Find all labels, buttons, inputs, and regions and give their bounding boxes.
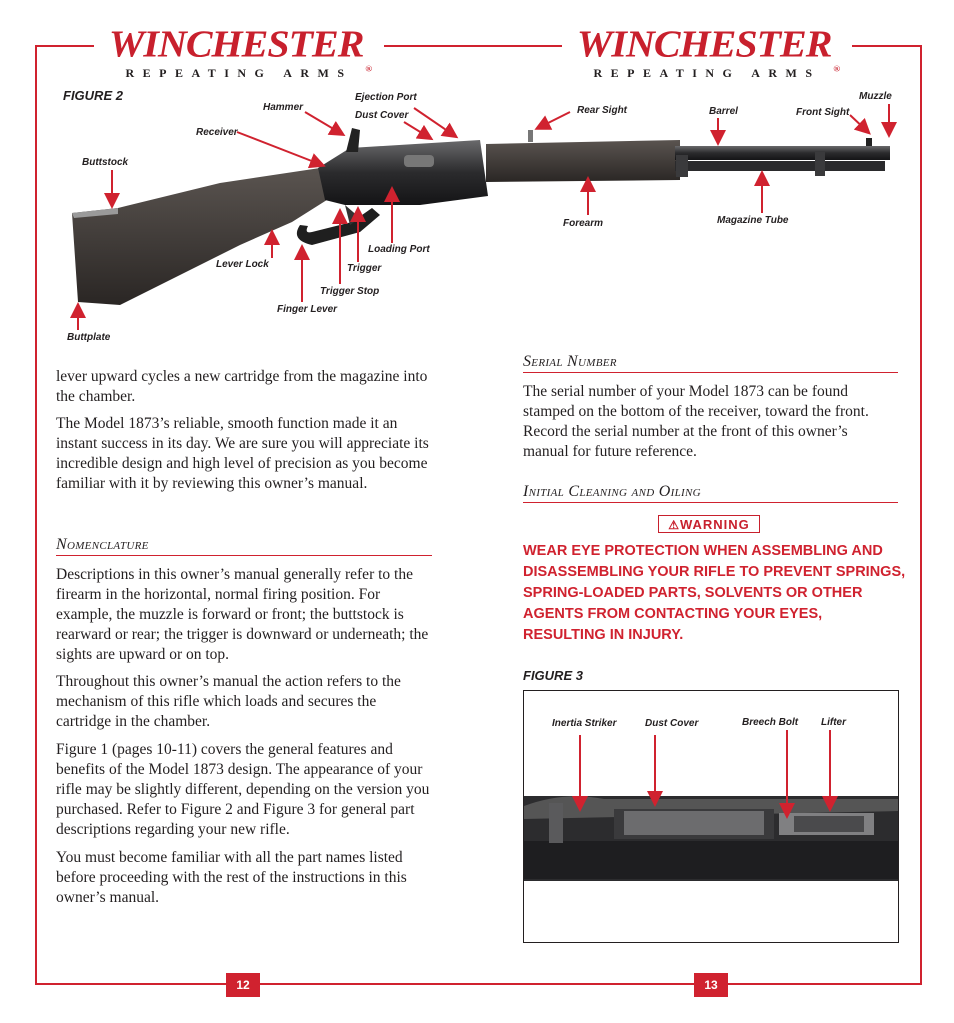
part-label-lever-lock: Lever Lock <box>216 259 269 270</box>
part-label-muzzle: Muzzle <box>859 91 892 102</box>
part-label-dust-cover: Dust Cover <box>355 110 409 121</box>
heading-nomenclature: Nomenclature <box>56 536 432 556</box>
winchester-logo-left: WINCHESTER® REPEATING ARMS <box>94 24 384 84</box>
part-label-hammer: Hammer <box>263 102 304 113</box>
fig3-label-breech-bolt: Breech Bolt <box>742 717 799 728</box>
heading-initial-cleaning: Initial Cleaning and Oiling <box>523 483 898 503</box>
figure3-label: FIGURE 3 <box>523 668 583 683</box>
part-label-finger-lever: Finger Lever <box>277 304 338 315</box>
heading-serial-number: Serial Number <box>523 353 898 373</box>
body-paragraph: Throughout this owner’s manual the action refers to the mechanism of this rifle which loads and secures the cartridge in the chamber. <box>56 673 401 730</box>
body-paragraph: The serial number of your Model 1873 can be found stamped on the bottom of the receiver, toward the front. Record the serial number at the front of this owner’s manual for future reference. <box>523 383 869 460</box>
body-paragraph: The Model 1873’s reliable, smooth function made it an instant success in its day. We are sure you will appreciate its incredible design and high level of precision as you become familiar with it by reviewing this owner’s manual. <box>56 415 429 492</box>
part-label-barrel: Barrel <box>709 106 738 117</box>
warning-triangle-icon: ⚠ <box>668 518 679 532</box>
part-label-loading-port: Loading Port <box>368 244 430 255</box>
part-label-trigger: Trigger <box>347 263 382 274</box>
body-paragraph: Descriptions in this owner’s manual generally refer to the firearm in the horizontal, normal firing position. For example, the muzzle is forward or front; the buttstock is rearward or rear; the trigger is downward or underneath; the sights are upward or on top. <box>56 566 429 663</box>
fig3-label-dust-cover: Dust Cover <box>645 718 699 729</box>
fig3-label-lifter: Lifter <box>821 717 846 728</box>
part-label-trigger-stop: Trigger Stop <box>320 286 380 297</box>
part-label-magazine-tube: Magazine Tube <box>717 215 789 226</box>
logo-tagline: REPEATING ARMS <box>125 66 353 80</box>
part-label-buttstock: Buttstock <box>82 157 129 168</box>
fig3-label-inertia-striker: Inertia Striker <box>552 718 617 729</box>
page-number-left: 12 <box>226 973 260 997</box>
figure2-label: FIGURE 2 <box>63 88 123 103</box>
warning-badge-label: WARNING <box>679 517 750 532</box>
part-label-front-sight: Front Sight <box>796 107 850 118</box>
page-number-right: 13 <box>694 973 728 997</box>
body-paragraph: Figure 1 (pages 10-11) covers the general features and benefits of the Model 1873 design. The appearance of your rifle may be slightly different, depending on the version you purchased. Refer to Figure 2 and Figure 3 for general part descriptions regarding your new rifle. <box>56 741 430 838</box>
winchester-logo-right: WINCHESTER® REPEATING ARMS <box>562 24 852 84</box>
body-paragraph: lever upward cycles a new cartridge from the magazine into the chamber. <box>56 368 428 405</box>
warning-text: WEAR EYE PROTECTION WHEN ASSEMBLING AND DISASSEMBLING YOUR RIFLE TO PREVENT SPRINGS, SPRING-LOADED PARTS, SOLVENTS OR OTHER AGENTS FROM CONTACTING YOUR EYES, RESULTING IN INJURY. <box>523 543 906 643</box>
body-paragraph: You must become familiar with all the part names listed before proceeding with the rest of the instructions in this owner’s manual. <box>56 849 407 906</box>
part-label-ejection-port: Ejection Port <box>355 92 417 103</box>
part-label-forearm: Forearm <box>563 218 604 229</box>
logo-tagline: REPEATING ARMS <box>593 66 821 80</box>
logo-wordmark: WINCHESTER <box>108 22 364 65</box>
part-label-receiver: Receiver <box>196 127 238 138</box>
part-label-rear-sight: Rear Sight <box>577 105 628 116</box>
logo-wordmark: WINCHESTER <box>576 22 832 65</box>
part-label-buttplate: Buttplate <box>67 332 111 343</box>
